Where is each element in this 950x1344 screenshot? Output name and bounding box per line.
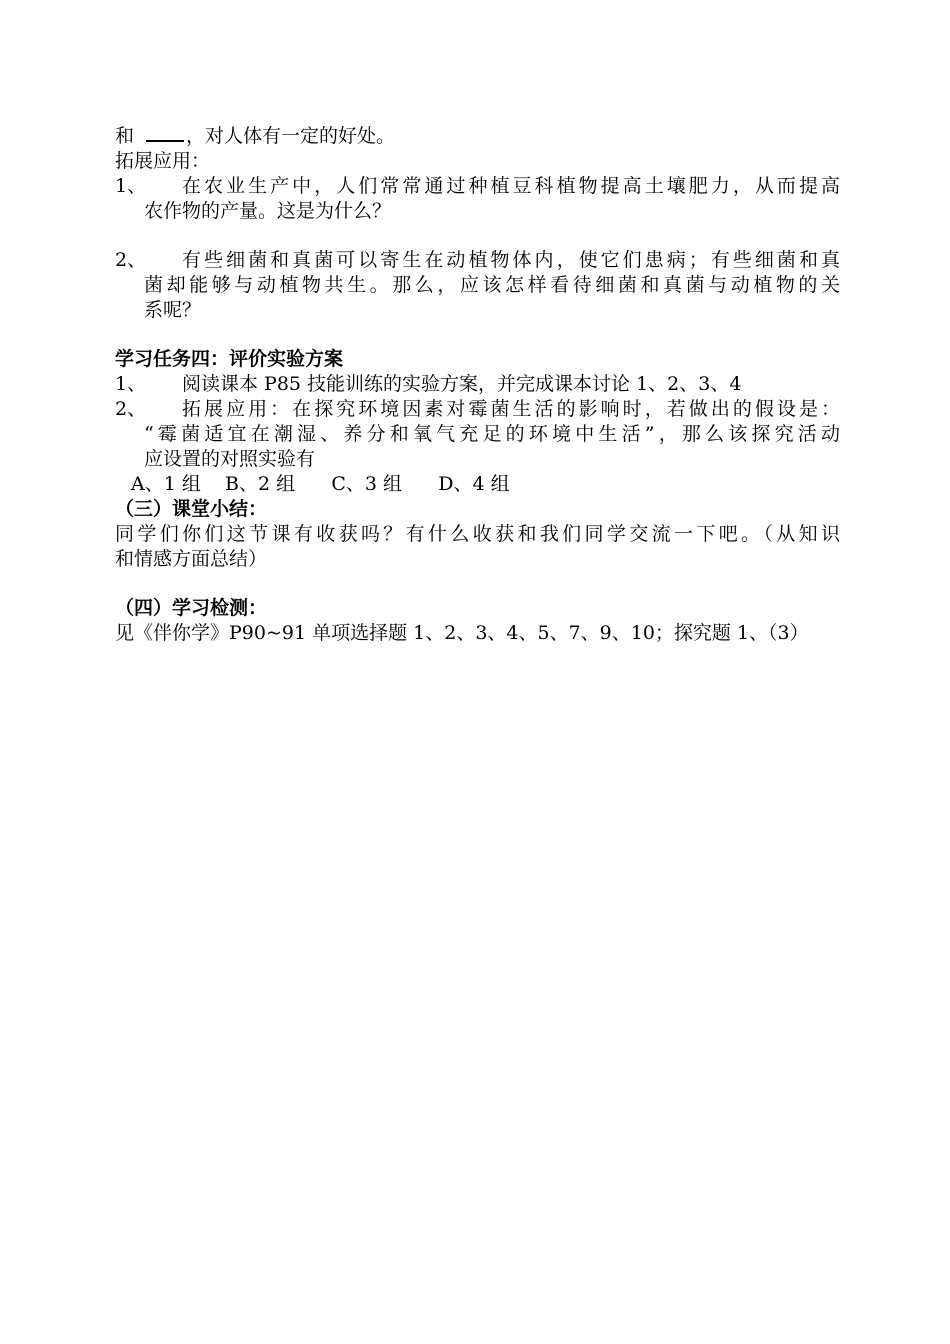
option-a[interactable]: A、1 组: [131, 473, 201, 495]
question-text: 有些细菌和真菌可以寄生在动植物体内，使它们患病；有些细菌和真: [182, 249, 840, 271]
item-number: 1、: [115, 175, 147, 197]
task-text-cont: “霉菌适宜在潮湿、养分和氧气充足的环境中生活”，那么该探究活动: [144, 423, 840, 445]
task-item: [115, 372, 840, 397]
question-item: [115, 174, 840, 199]
answer-options: [115, 472, 840, 497]
test-text: 见《伴你学》P90~91 单项选择题 1、2、3、4、5、7、9、10；探究题 1、（3）: [115, 622, 809, 644]
option-c[interactable]: C、3 组: [331, 473, 403, 495]
option-b[interactable]: B、2 组: [225, 473, 296, 495]
task-text-cont: 应设置的对照实验有: [144, 448, 316, 470]
option-d[interactable]: D、4 组: [438, 473, 510, 495]
summary-text: 同学们你们这节课有收获吗？有什么收获和我们同学交流一下吧。（从知识: [115, 523, 840, 545]
question-text-cont: 农作物的产量。这是为什么？: [144, 200, 392, 222]
answer-blank[interactable]: [146, 122, 184, 142]
task-item: [115, 397, 840, 422]
item-number: 2、: [115, 398, 147, 420]
question-text-cont: 菌却能够与动植物共生。那么，应该怎样看待细菌和真菌与动植物的关: [144, 274, 840, 296]
test-heading: （四）学习检测：: [115, 597, 268, 619]
summary-text-cont: 和情感方面总结）: [115, 548, 268, 570]
question-item: [115, 248, 840, 273]
fill-in-line: [115, 122, 840, 149]
item-number: 2、: [115, 249, 147, 271]
expand-app-label: 拓展应用：: [115, 150, 211, 172]
question-text: 在农业生产中，人们常常通过种植豆科植物提高土壤肥力，从而提高: [182, 175, 840, 197]
summary-heading: （三）课堂小结：: [115, 498, 268, 520]
document-page: [115, 122, 840, 646]
task-text: 阅读课本 P85 技能训练的实验方案，并完成课本讨论 1、2、3、4: [182, 373, 742, 395]
fill-prefix: 和: [115, 125, 135, 147]
task4-heading: 学习任务四：评价实验方案: [115, 348, 344, 370]
question-text-cont: 系呢？: [144, 299, 202, 321]
item-number: 1、: [115, 373, 147, 395]
fill-suffix: ，对人体有一定的好处。: [186, 125, 396, 147]
task-text: 拓展应用：在探究环境因素对霉菌生活的影响时，若做出的假设是：: [182, 398, 840, 420]
